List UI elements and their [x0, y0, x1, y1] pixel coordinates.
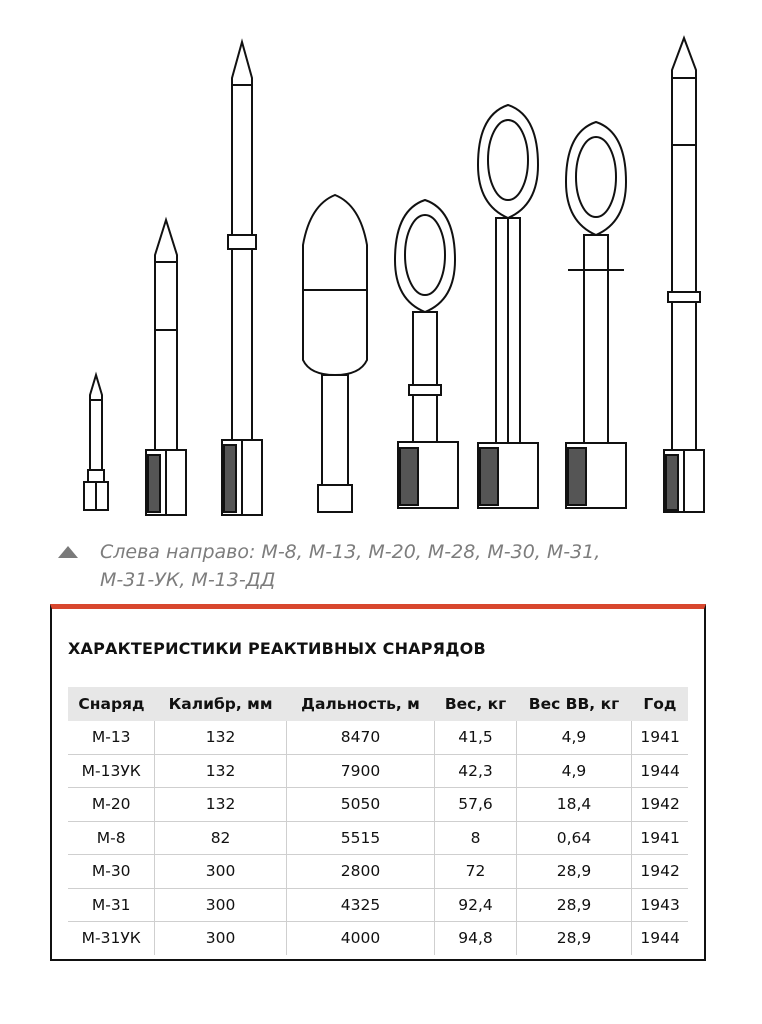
table-row: [68, 922, 688, 955]
cell-range: 4000: [286, 922, 435, 955]
col-header-weight: Вес, кг: [435, 687, 516, 721]
cell-range: 7900: [286, 754, 435, 788]
cell-caliber: 82: [155, 821, 286, 855]
cell-explosive-weight: 0,64: [516, 821, 631, 855]
col-header-projectile: Снаряд: [68, 687, 155, 721]
rocket-m31: [478, 105, 538, 508]
caption-line-2: М-31-УК, М-13-ДД: [100, 569, 276, 591]
table-row: [68, 855, 688, 889]
cell-weight: 92,4: [435, 888, 516, 922]
table-row: [68, 721, 688, 754]
cell-projectile: М-8: [68, 821, 155, 855]
cell-caliber: 132: [155, 788, 286, 822]
cell-range: 5050: [286, 788, 435, 822]
cell-caliber: 132: [155, 754, 286, 788]
caption-text: [100, 538, 600, 594]
specs-card: [50, 604, 706, 961]
col-header-caliber: Калибр, мм: [155, 687, 286, 721]
table-header-row: [68, 687, 688, 721]
cell-range: 8470: [286, 721, 435, 754]
cell-year: 1944: [640, 929, 680, 948]
cell-projectile: М-13УК: [68, 754, 155, 788]
rocket-m13dd: [664, 38, 704, 512]
cell-caliber: 300: [155, 888, 286, 922]
cell-range: 2800: [286, 855, 435, 889]
col-header-range: Дальность, м: [286, 687, 435, 721]
rocket-m20: [222, 42, 262, 515]
cell-weight: 57,6: [435, 788, 516, 822]
cell-weight: 94,8: [435, 922, 516, 955]
table-row: [68, 821, 688, 855]
table-row: [68, 754, 688, 788]
table-row: [68, 788, 688, 822]
caption-line-1: Слева направо: М-8, М-13, М-20, М-28, М-30, М-31,: [100, 541, 601, 563]
illustration-caption: [58, 538, 698, 594]
cell-year: 1941: [632, 821, 688, 855]
cell-explosive-weight: 28,9: [516, 922, 631, 955]
cell-weight: 41,5: [435, 721, 516, 754]
cell-year: 1944: [632, 754, 688, 788]
cell-explosive-weight: 28,9: [516, 888, 631, 922]
specs-title: ХАРАКТЕРИСТИКИ РЕАКТИВНЫХ СНАРЯДОВ: [68, 639, 486, 658]
cell-range: 5515: [286, 821, 435, 855]
triangle-up-icon: [58, 546, 78, 558]
specs-table: [68, 687, 688, 955]
rocket-m31uk: [566, 122, 626, 508]
rocket-m8: [84, 375, 108, 510]
cell-projectile: М-31УК: [68, 922, 155, 955]
cell-explosive-weight: 18,4: [516, 788, 631, 822]
table-row: [68, 888, 688, 922]
col-header-explosive-weight: Вес ВВ, кг: [516, 687, 631, 721]
cell-year: 1943: [632, 888, 688, 922]
cell-year: 1941: [632, 721, 688, 754]
cell-explosive-weight: 4,9: [516, 721, 631, 754]
cell-explosive-weight: 4,9: [516, 754, 631, 788]
cell-range: 4325: [286, 888, 435, 922]
cell-explosive-weight: 28,9: [516, 855, 631, 889]
cell-caliber: 300: [155, 855, 286, 889]
col-header-year: Год: [632, 687, 688, 721]
cell-year: 1942: [632, 788, 688, 822]
cell-weight: 8: [435, 821, 516, 855]
rocket-m30: [395, 200, 458, 508]
cell-projectile: М-31: [68, 888, 155, 922]
cell-weight: 42,3: [435, 754, 516, 788]
cell-projectile: М-30: [68, 855, 155, 889]
rocket-m13: [146, 220, 186, 515]
cell-projectile: М-20: [68, 788, 155, 822]
cell-caliber: 132: [155, 721, 286, 754]
cell-caliber: 300: [155, 922, 286, 955]
rockets-illustration: [60, 30, 730, 530]
cell-year: 1942: [632, 855, 688, 889]
cell-projectile: М-13: [68, 721, 155, 754]
cell-weight: 72: [435, 855, 516, 889]
rocket-m28: [303, 195, 367, 512]
